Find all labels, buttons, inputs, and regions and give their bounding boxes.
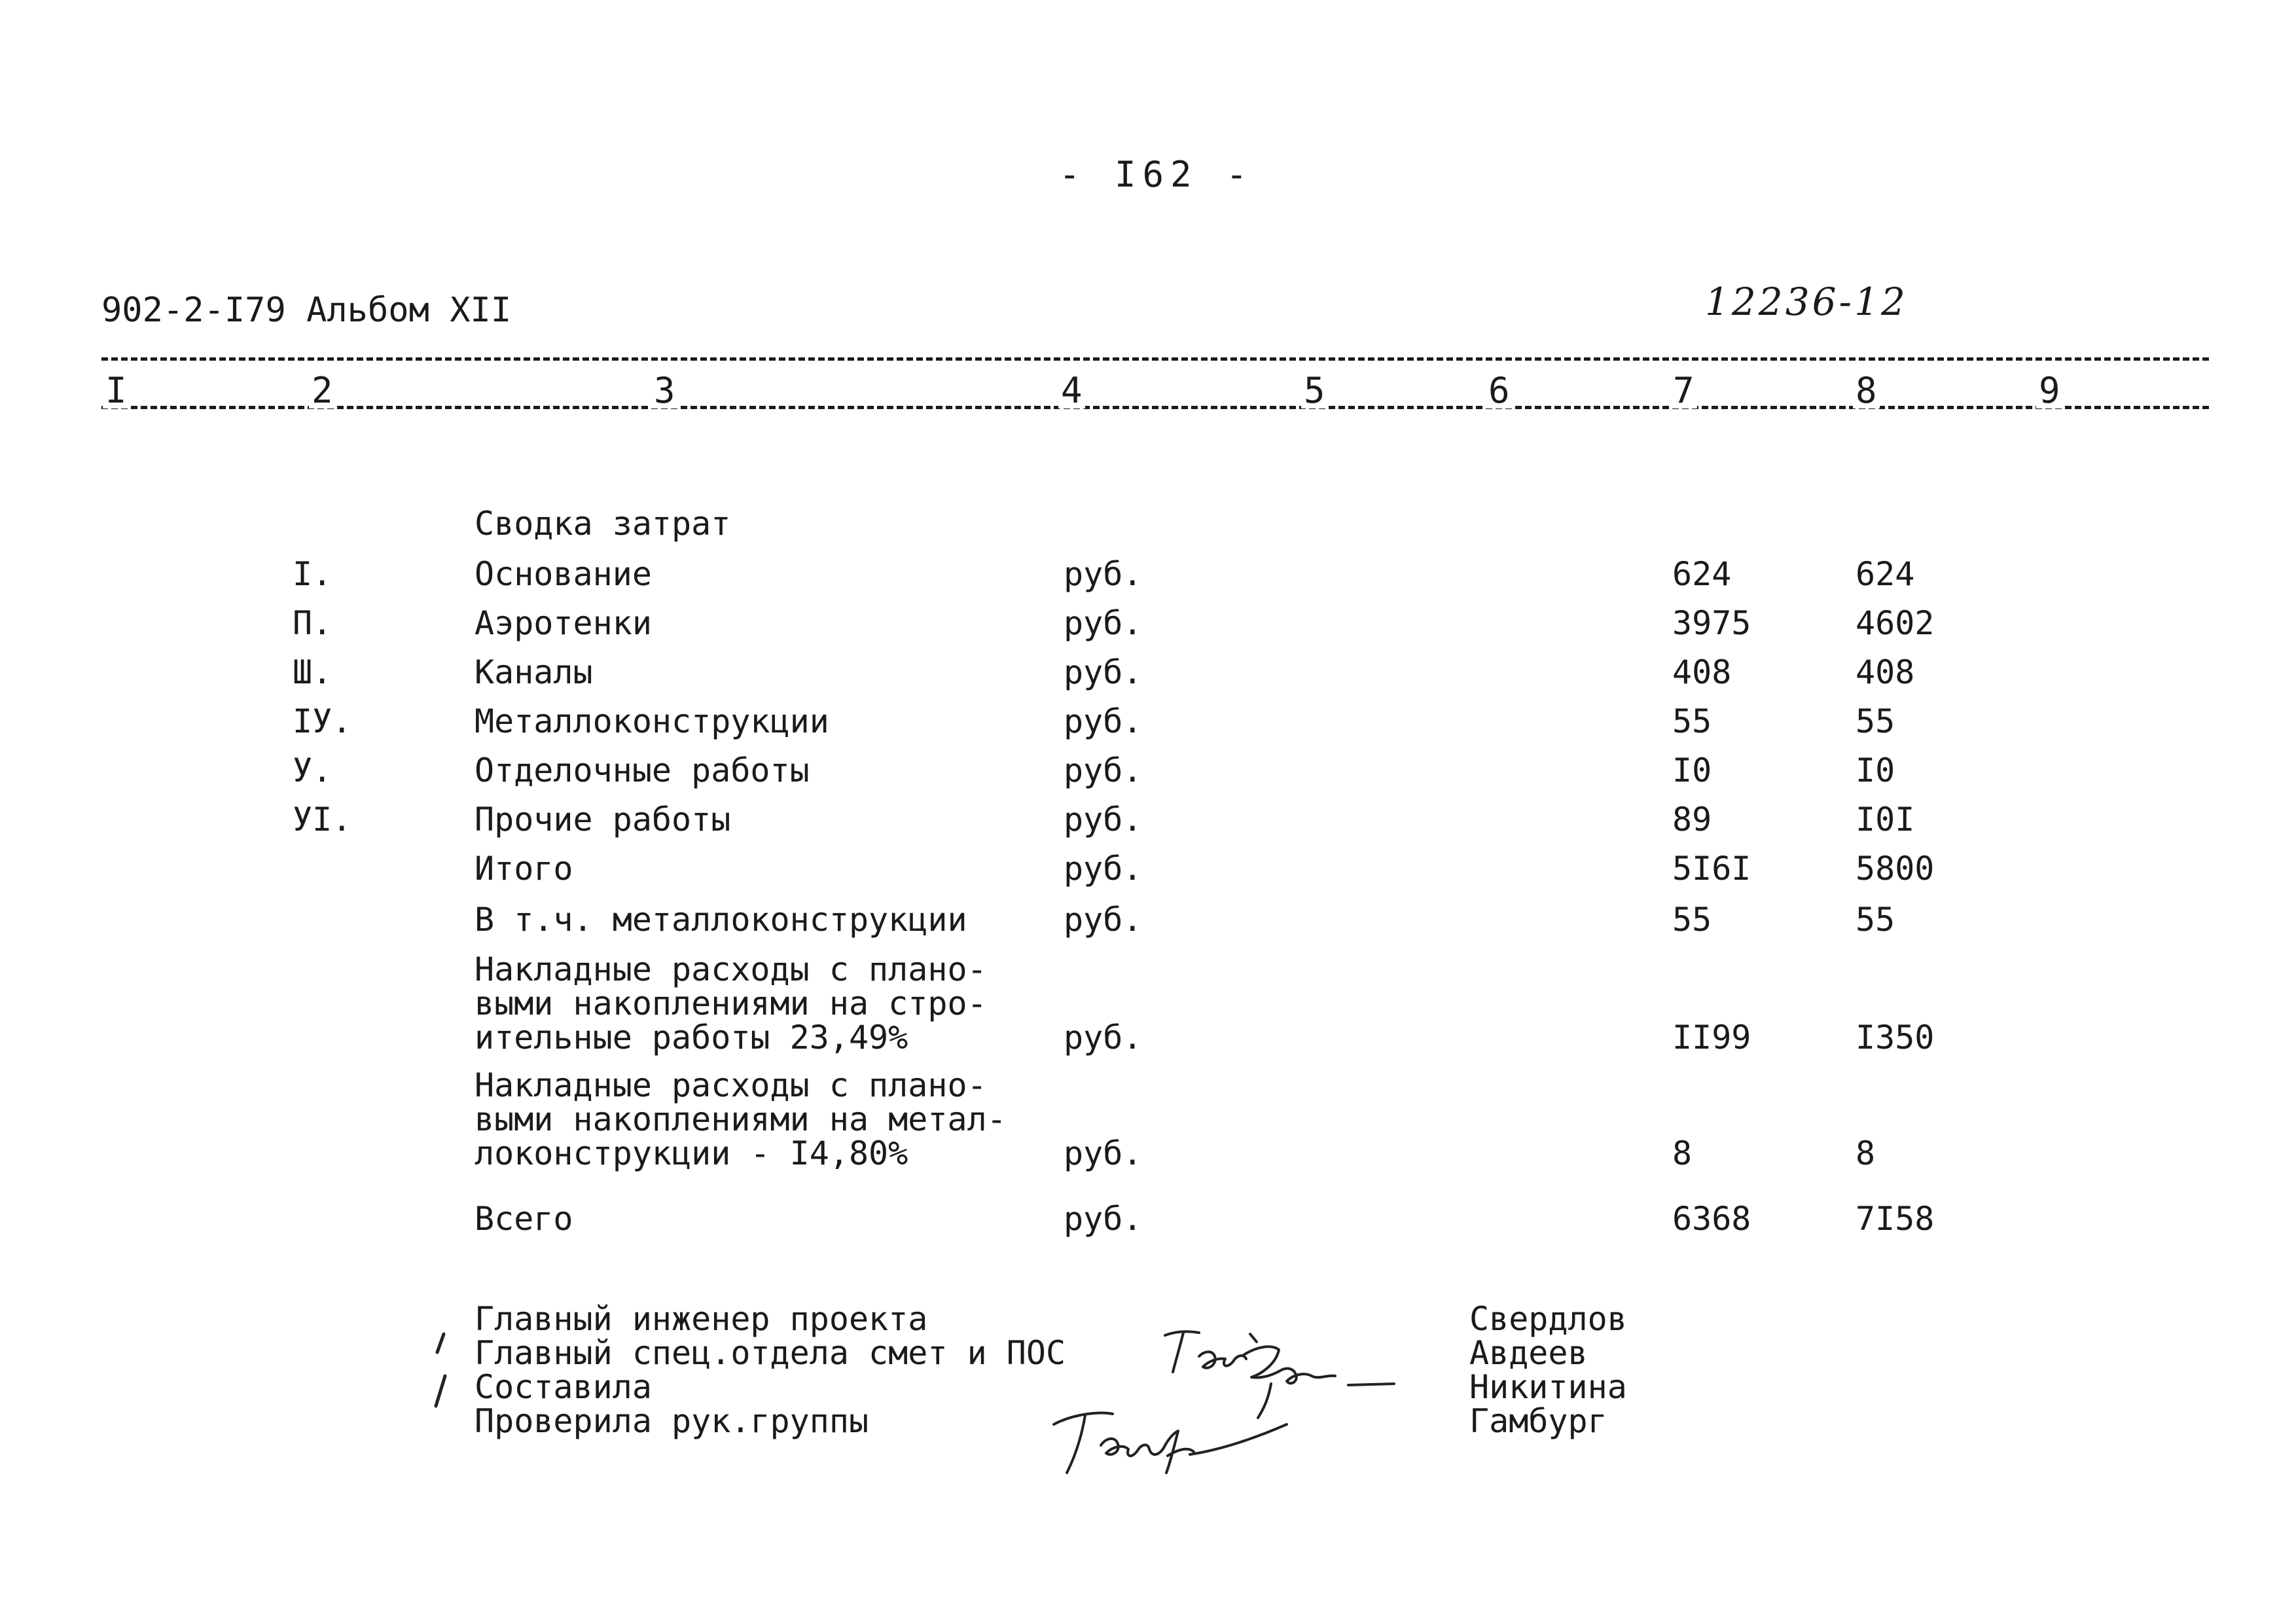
table-title: Сводка затрат (475, 505, 731, 543)
column-number-9: 9 (2036, 373, 2063, 408)
column-number-6: 6 (1486, 373, 1513, 408)
row-label: Каналы (475, 653, 593, 691)
row-number: Ш. (293, 653, 332, 691)
row-number: IУ. (293, 702, 352, 740)
row-col7-value: 55 (1672, 901, 1712, 939)
row-label: Аэротенки (475, 604, 652, 642)
tick-marks (425, 1329, 452, 1414)
row-col7-value: I0 (1672, 751, 1712, 789)
row-col8-value: I0 (1856, 751, 1895, 789)
row-label: Накладные расходы с плано- выми накоплениями на метал- локонструкции - I4,80% (475, 1066, 1007, 1172)
row-number: У. (293, 751, 332, 789)
header-rule-top (101, 357, 2209, 361)
row-label: Всего (475, 1200, 573, 1238)
column-number-1: I (103, 373, 130, 408)
row-col8-value: 408 (1856, 653, 1915, 691)
row-col7-value: 6368 (1672, 1200, 1751, 1238)
row-label: Основание (475, 555, 652, 593)
row-unit: руб. (1064, 1134, 1143, 1172)
signature-role: Главный инженер проекта (475, 1300, 928, 1338)
column-number-2: 2 (309, 373, 336, 408)
row-unit: руб. (1064, 1200, 1143, 1238)
row-unit: руб. (1064, 751, 1143, 789)
row-unit: руб. (1064, 1019, 1143, 1056)
page-number: - I62 - (1059, 154, 1254, 195)
row-col7-value: 408 (1672, 653, 1732, 691)
signature-role: Главный спец.отдела смет и ПОС (475, 1334, 1066, 1372)
row-number: УI. (293, 801, 352, 839)
row-unit: руб. (1064, 702, 1143, 740)
signature-name: Свердлов (1469, 1300, 1627, 1338)
row-unit: руб. (1064, 850, 1143, 888)
header-rule-bottom (101, 406, 2209, 409)
row-label: В т.ч. металлоконструкции (475, 901, 967, 939)
row-label: Итого (475, 850, 573, 888)
row-col7-value: 89 (1672, 801, 1712, 839)
row-label: Прочие работы (475, 801, 731, 839)
row-col8-value: 4602 (1856, 604, 1935, 642)
row-col7-value: 3975 (1672, 604, 1751, 642)
signature-role: Составила (475, 1368, 652, 1406)
signature-role: Проверила рук.группы (475, 1402, 869, 1440)
row-col7-value: 5I6I (1672, 850, 1751, 888)
signature-name: Авдеев (1469, 1334, 1588, 1372)
row-unit: руб. (1064, 555, 1143, 593)
column-number-8: 8 (1853, 373, 1880, 408)
column-number-5: 5 (1301, 373, 1328, 408)
column-number-7: 7 (1670, 373, 1697, 408)
row-unit: руб. (1064, 604, 1143, 642)
row-number: I. (293, 555, 332, 593)
row-col8-value: I350 (1856, 1019, 1935, 1056)
row-unit: руб. (1064, 901, 1143, 939)
row-col8-value: 624 (1856, 555, 1915, 593)
row-col8-value: I0I (1856, 801, 1915, 839)
column-number-4: 4 (1058, 373, 1085, 408)
row-unit: руб. (1064, 653, 1143, 691)
row-col8-value: 55 (1856, 702, 1895, 740)
row-col8-value: 8 (1856, 1134, 1876, 1172)
row-col8-value: 5800 (1856, 850, 1935, 888)
row-label: Металлоконструкции (475, 702, 829, 740)
row-col7-value: 624 (1672, 555, 1732, 593)
row-col7-value: II99 (1672, 1019, 1751, 1056)
column-number-3: 3 (651, 373, 678, 408)
row-col7-value: 8 (1672, 1134, 1693, 1172)
row-col7-value: 55 (1672, 702, 1712, 740)
handwritten-signatures (1028, 1316, 1433, 1486)
document-code: 902-2-I79 Альбом XII (101, 291, 512, 330)
archive-number: 12236-12 (1705, 280, 1908, 324)
signature-name: Никитина (1469, 1368, 1627, 1406)
row-col8-value: 55 (1856, 901, 1895, 939)
row-label: Накладные расходы с плано- выми накоплениями на стро- ительные работы 23,49% (475, 950, 987, 1056)
row-number: П. (293, 604, 332, 642)
row-col8-value: 7I58 (1856, 1200, 1935, 1238)
signature-name: Гамбург (1469, 1402, 1607, 1440)
row-label: Отделочные работы (475, 751, 810, 789)
row-unit: руб. (1064, 801, 1143, 839)
